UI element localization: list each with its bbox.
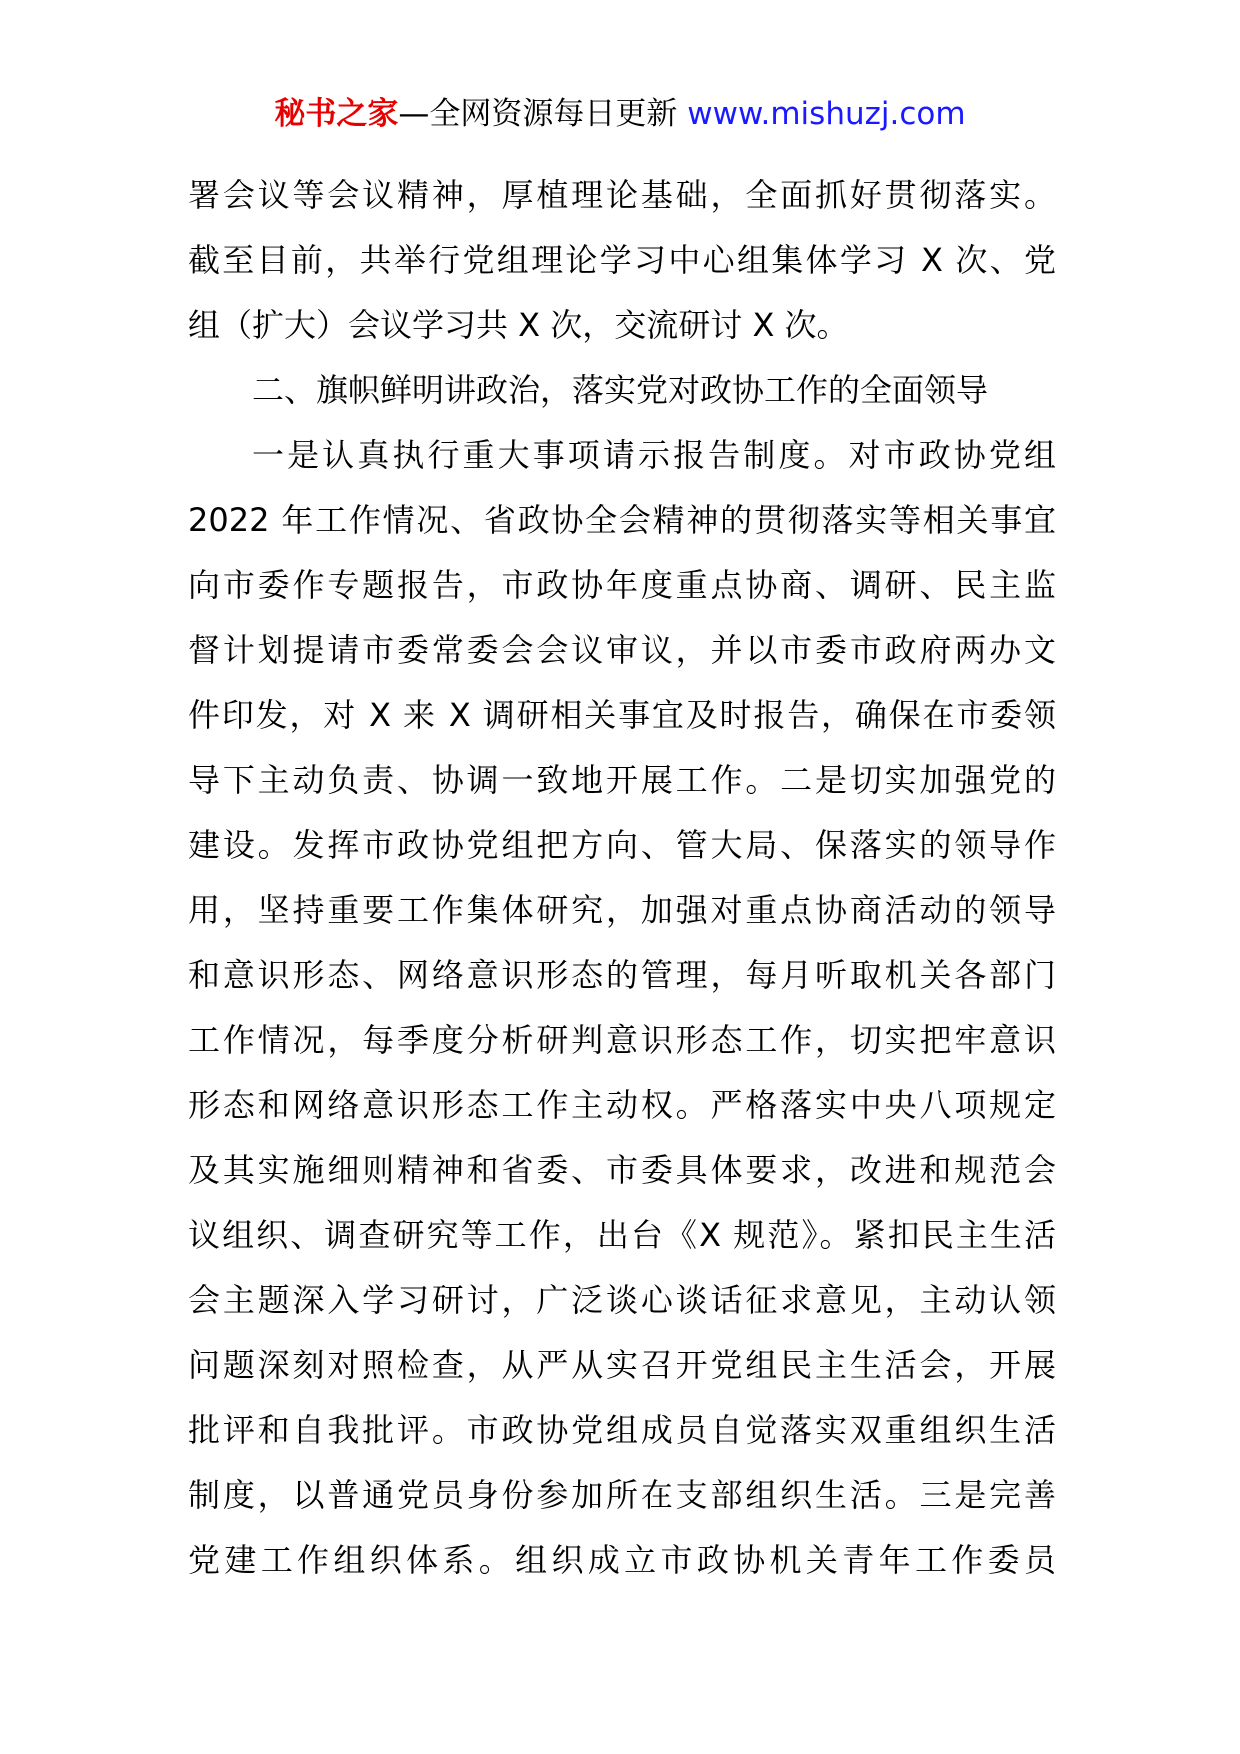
text-line: 件印发，对 X 来 X 调研相关事宜及时报告，确保在市委领 — [188, 696, 1056, 734]
text-line: 制度，以普通党员身份参加所在支部组织生活。三是完善 — [188, 1476, 1056, 1514]
text-line: 用，坚持重要工作集体研究，加强对重点协商活动的领导 — [188, 891, 1056, 929]
text-line: 向市委作专题报告，市政协年度重点协商、调研、民主监 — [188, 566, 1056, 604]
text-line: 议组织、调查研究等工作，出台《X 规范》。紧扣民主生活 — [188, 1216, 1056, 1254]
site-brand: 秘书之家 — [274, 96, 399, 132]
text-line: 截至目前，共举行党组理论学习中心组集体学习 X 次、党 — [188, 241, 1056, 279]
text-line: 形态和网络意识形态工作主动权。严格落实中央八项规定 — [188, 1086, 1056, 1124]
text-line: 和意识形态、网络意识形态的管理，每月听取机关各部门 — [188, 956, 1056, 994]
site-tagline: —全网资源每日更新 — [398, 96, 688, 132]
text-line: 及其实施细则精神和省委、市委具体要求，改进和规范会 — [188, 1151, 1056, 1189]
text-line: 工作情况，每季度分析研判意识形态工作，切实把牢意识 — [188, 1021, 1056, 1059]
site-url[interactable]: www.mishuzj.com — [687, 96, 966, 132]
text-line: 组（扩大）会议学习共 X 次，交流研讨 X 次。 — [188, 306, 849, 344]
text-line: 批评和自我批评。市政协党组成员自觉落实双重组织生活 — [188, 1411, 1056, 1449]
section-heading: 二、旗帜鲜明讲政治，落实党对政协工作的全面领导 — [252, 371, 989, 409]
site-header — [0, 92, 1240, 136]
text-line: 一是认真执行重大事项请示报告制度。对市政协党组 — [252, 436, 1056, 474]
text-line: 署会议等会议精神，厚植理论基础，全面抓好贯彻落实。 — [188, 176, 1056, 214]
text-line: 督计划提请市委常委会会议审议，并以市委市政府两办文 — [188, 631, 1056, 669]
text-line: 问题深刻对照检查，从严从实召开党组民主生活会，开展 — [188, 1346, 1056, 1384]
text-line: 建设。发挥市政协党组把方向、管大局、保落实的领导作 — [188, 826, 1056, 864]
text-line: 党建工作组织体系。组织成立市政协机关青年工作委员 — [188, 1541, 1056, 1579]
document-body — [188, 163, 1056, 1593]
text-line: 2022 年工作情况、省政协全会精神的贯彻落实等相关事宜 — [188, 501, 1056, 539]
text-line: 会主题深入学习研讨，广泛谈心谈话征求意见，主动认领 — [188, 1281, 1056, 1319]
text-line: 导下主动负责、协调一致地开展工作。二是切实加强党的 — [188, 761, 1056, 799]
